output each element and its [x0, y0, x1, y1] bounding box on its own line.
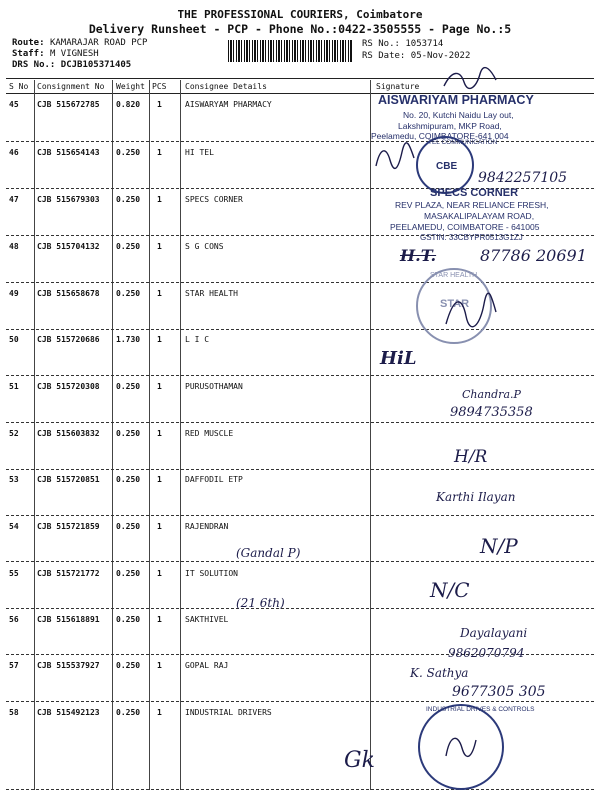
- col-weight-header: Weight: [116, 82, 145, 91]
- handwriting-phone: 9677305 305: [452, 684, 546, 700]
- row-consignee: DAFFODIL ETP: [185, 475, 243, 484]
- row-consignee: INDUSTRIAL DRIVERS: [185, 708, 272, 717]
- handwriting-note: (21 6th): [236, 596, 285, 610]
- col-consignment-header: Consignment No: [37, 82, 105, 91]
- row-pcs: 1: [157, 429, 162, 438]
- col-divider: [34, 80, 35, 790]
- row-sno: 48: [9, 242, 19, 251]
- col-signature-header: Signature: [376, 82, 420, 91]
- row-consignment: CJB 515654143: [37, 148, 100, 157]
- row-sno: 55: [9, 569, 19, 578]
- row-sno: 46: [9, 148, 19, 157]
- col-divider: [149, 80, 150, 790]
- col-divider: [180, 80, 181, 790]
- row-consignment: CJB 515721772: [37, 569, 100, 578]
- col-divider: [112, 80, 113, 790]
- star-health-seal-center: STAR: [440, 298, 470, 310]
- signature-scribble: [440, 290, 500, 330]
- rs-date-label: RS Date:: [362, 51, 406, 61]
- row-separator: [6, 608, 594, 609]
- row-consignment: CJB 515721859: [37, 522, 100, 531]
- handwriting-phone: 9862070794: [448, 646, 525, 660]
- staff-value: M VIGNESH: [49, 49, 99, 59]
- handwriting-name: Chandra.P: [462, 388, 521, 401]
- row-weight: 0.820: [116, 100, 141, 109]
- rs-date-line: [362, 51, 470, 61]
- row-sno: 52: [9, 429, 19, 438]
- row-weight: 0.250: [116, 522, 141, 531]
- col-sno-header: S No: [9, 82, 29, 91]
- row-pcs: 1: [157, 569, 162, 578]
- row-sno: 58: [9, 708, 19, 717]
- row-weight: 0.250: [116, 382, 141, 391]
- rs-no-line: [362, 39, 443, 49]
- specs-stamp-line: MASAKALIPALAYAM ROAD,: [424, 211, 535, 221]
- star-health-seal-ring: STAR HEALTH: [430, 272, 478, 279]
- row-separator: [6, 282, 594, 283]
- handwriting-signature: HiL: [380, 348, 417, 369]
- row-pcs: 1: [157, 148, 162, 157]
- row-weight: 0.250: [116, 661, 141, 670]
- row-consignee: SPECS CORNER: [185, 195, 243, 204]
- row-consignee: RED MUSCLE: [185, 429, 234, 438]
- row-consignment: CJB 515618891: [37, 615, 100, 624]
- row-consignee: IT SOLUTION: [185, 569, 238, 578]
- row-sno: 53: [9, 475, 19, 484]
- row-separator: [6, 141, 594, 142]
- col-divider: [370, 80, 371, 790]
- row-pcs: 1: [157, 382, 162, 391]
- row-sno: 49: [9, 289, 19, 298]
- row-pcs: 1: [157, 661, 162, 670]
- row-consignment: CJB 515537927: [37, 661, 100, 670]
- route-label: Route:: [12, 38, 45, 48]
- row-consignee: AISWARYAM PHARMACY: [185, 100, 272, 109]
- specs-stamp-line: PEELAMEDU, COIMBATORE - 641005: [390, 222, 540, 232]
- row-consignee: S G CONS: [185, 242, 224, 251]
- row-consignee: L I C: [185, 335, 210, 344]
- drs-line: [12, 60, 131, 70]
- row-pcs: 1: [157, 242, 162, 251]
- row-sno: 54: [9, 522, 19, 531]
- row-consignment: CJB 515492123: [37, 708, 100, 717]
- row-pcs: 1: [157, 708, 162, 717]
- row-consignee: PURUSOTHAMAN: [185, 382, 243, 391]
- row-sno: 57: [9, 661, 19, 670]
- row-pcs: 1: [157, 289, 162, 298]
- handwriting-note: (Gandal P): [236, 546, 301, 560]
- col-pcs-header: PCS: [152, 82, 167, 91]
- signature-scribble: [372, 142, 416, 172]
- row-consignment: CJB 515720851: [37, 475, 100, 484]
- drs-value: DCJB105371405: [60, 60, 132, 70]
- row-separator: [6, 561, 594, 562]
- route-line: [12, 38, 147, 48]
- row-pcs: 1: [157, 615, 162, 624]
- row-sno: 47: [9, 195, 19, 204]
- row-separator: [6, 422, 594, 423]
- row-separator: [6, 329, 594, 330]
- row-pcs: 1: [157, 195, 162, 204]
- row-weight: 0.250: [116, 429, 141, 438]
- rs-no-label: RS No.:: [362, 39, 400, 49]
- handwriting-signature: N/C: [430, 578, 470, 602]
- row-sno: 56: [9, 615, 19, 624]
- row-consignee: STAR HEALTH: [185, 289, 238, 298]
- row-separator: [6, 789, 594, 790]
- row-weight: 0.250: [116, 148, 141, 157]
- row-consignee: SAKTHIVEL: [185, 615, 229, 624]
- row-pcs: 1: [157, 522, 162, 531]
- aiswarya-stamp-line: No. 20, Kutchi Naidu Lay out,: [403, 110, 514, 120]
- signature-scribble: [440, 728, 484, 764]
- handwriting-scribble: H.T.: [400, 246, 437, 265]
- route-value: KAMARAJAR ROAD PCP: [49, 38, 148, 48]
- row-consignee: RAJENDRAN: [185, 522, 229, 531]
- row-pcs: 1: [157, 100, 162, 109]
- row-pcs: 1: [157, 335, 162, 344]
- row-weight: 0.250: [116, 195, 141, 204]
- row-consignment: CJB 515672785: [37, 100, 100, 109]
- handwriting-phone: 87786 20691: [480, 246, 587, 265]
- row-weight: 0.250: [116, 708, 141, 717]
- row-consignment: CJB 515603832: [37, 429, 100, 438]
- handwriting-phone: 9894735358: [450, 405, 533, 420]
- hitel-seal-center: CBE: [436, 161, 458, 172]
- row-consignment: CJB 515720686: [37, 335, 100, 344]
- handwriting-signature: Karthi Ilayan: [436, 490, 516, 504]
- aiswarya-stamp-line: Lakshmipuram, MKP Road,: [398, 121, 502, 131]
- table-top-rule: [6, 78, 594, 79]
- handwriting-signature: H/R: [454, 447, 488, 467]
- staff-line: [12, 49, 99, 59]
- specs-stamp-name: SPECS CORNER: [430, 187, 519, 199]
- handwriting-signature: Dayalayani: [460, 626, 528, 640]
- row-weight: 0.250: [116, 615, 141, 624]
- row-consignment: CJB 515658678: [37, 289, 100, 298]
- runsheet-title: Delivery Runsheet - PCP - Phone No.:0422-3505555 - Page No.:5: [88, 22, 512, 36]
- col-consignee-header: Consignee Details: [185, 82, 267, 91]
- row-sno: 45: [9, 100, 19, 109]
- industrial-drives-seal-ring: INDUSTRIAL DRIVES & CONTROLS: [426, 706, 535, 713]
- handwriting-signature: N/P: [480, 534, 518, 558]
- handwriting-signature: Gk: [344, 748, 375, 773]
- rs-no-value: 1053714: [405, 39, 444, 49]
- row-consignee: HI TEL: [185, 148, 214, 157]
- row-weight: 0.250: [116, 569, 141, 578]
- row-weight: 0.250: [116, 289, 141, 298]
- row-pcs: 1: [157, 475, 162, 484]
- row-weight: 1.730: [116, 335, 141, 344]
- row-separator: [6, 375, 594, 376]
- signature-scribble: [440, 66, 500, 92]
- row-separator: [6, 701, 594, 702]
- rs-date-value: 05-Nov-2022: [410, 51, 471, 61]
- specs-stamp-line: REV PLAZA, NEAR RELIANCE FRESH,: [395, 200, 549, 210]
- row-separator: [6, 515, 594, 516]
- row-sno: 50: [9, 335, 19, 344]
- barcode: [228, 40, 352, 62]
- staff-label: Staff:: [12, 49, 45, 59]
- row-weight: 0.250: [116, 242, 141, 251]
- drs-label: DRS No.:: [12, 60, 56, 70]
- row-weight: 0.250: [116, 475, 141, 484]
- row-separator: [6, 469, 594, 470]
- company-title: THE PROFESSIONAL COURIERS, Coimbatore: [177, 8, 423, 21]
- row-consignment: CJB 515720308: [37, 382, 100, 391]
- row-consignee: GOPAL RAJ: [185, 661, 229, 670]
- handwriting-phone: 9842257105: [478, 170, 568, 186]
- row-consignment: CJB 515679303: [37, 195, 100, 204]
- aiswarya-stamp-line: Peelamedu, COIMBATORE-641 004: [371, 131, 509, 141]
- aiswarya-stamp-name: AISWARIYAM PHARMACY: [378, 93, 534, 107]
- hitel-seal-ring: TEL COMMUNICATION: [428, 139, 498, 146]
- row-consignment: CJB 515704132: [37, 242, 100, 251]
- row-sno: 51: [9, 382, 19, 391]
- handwriting-name: K. Sathya: [410, 666, 469, 680]
- specs-stamp-line: GSTIN: 33CBYPR0513G1ZJ: [420, 233, 523, 242]
